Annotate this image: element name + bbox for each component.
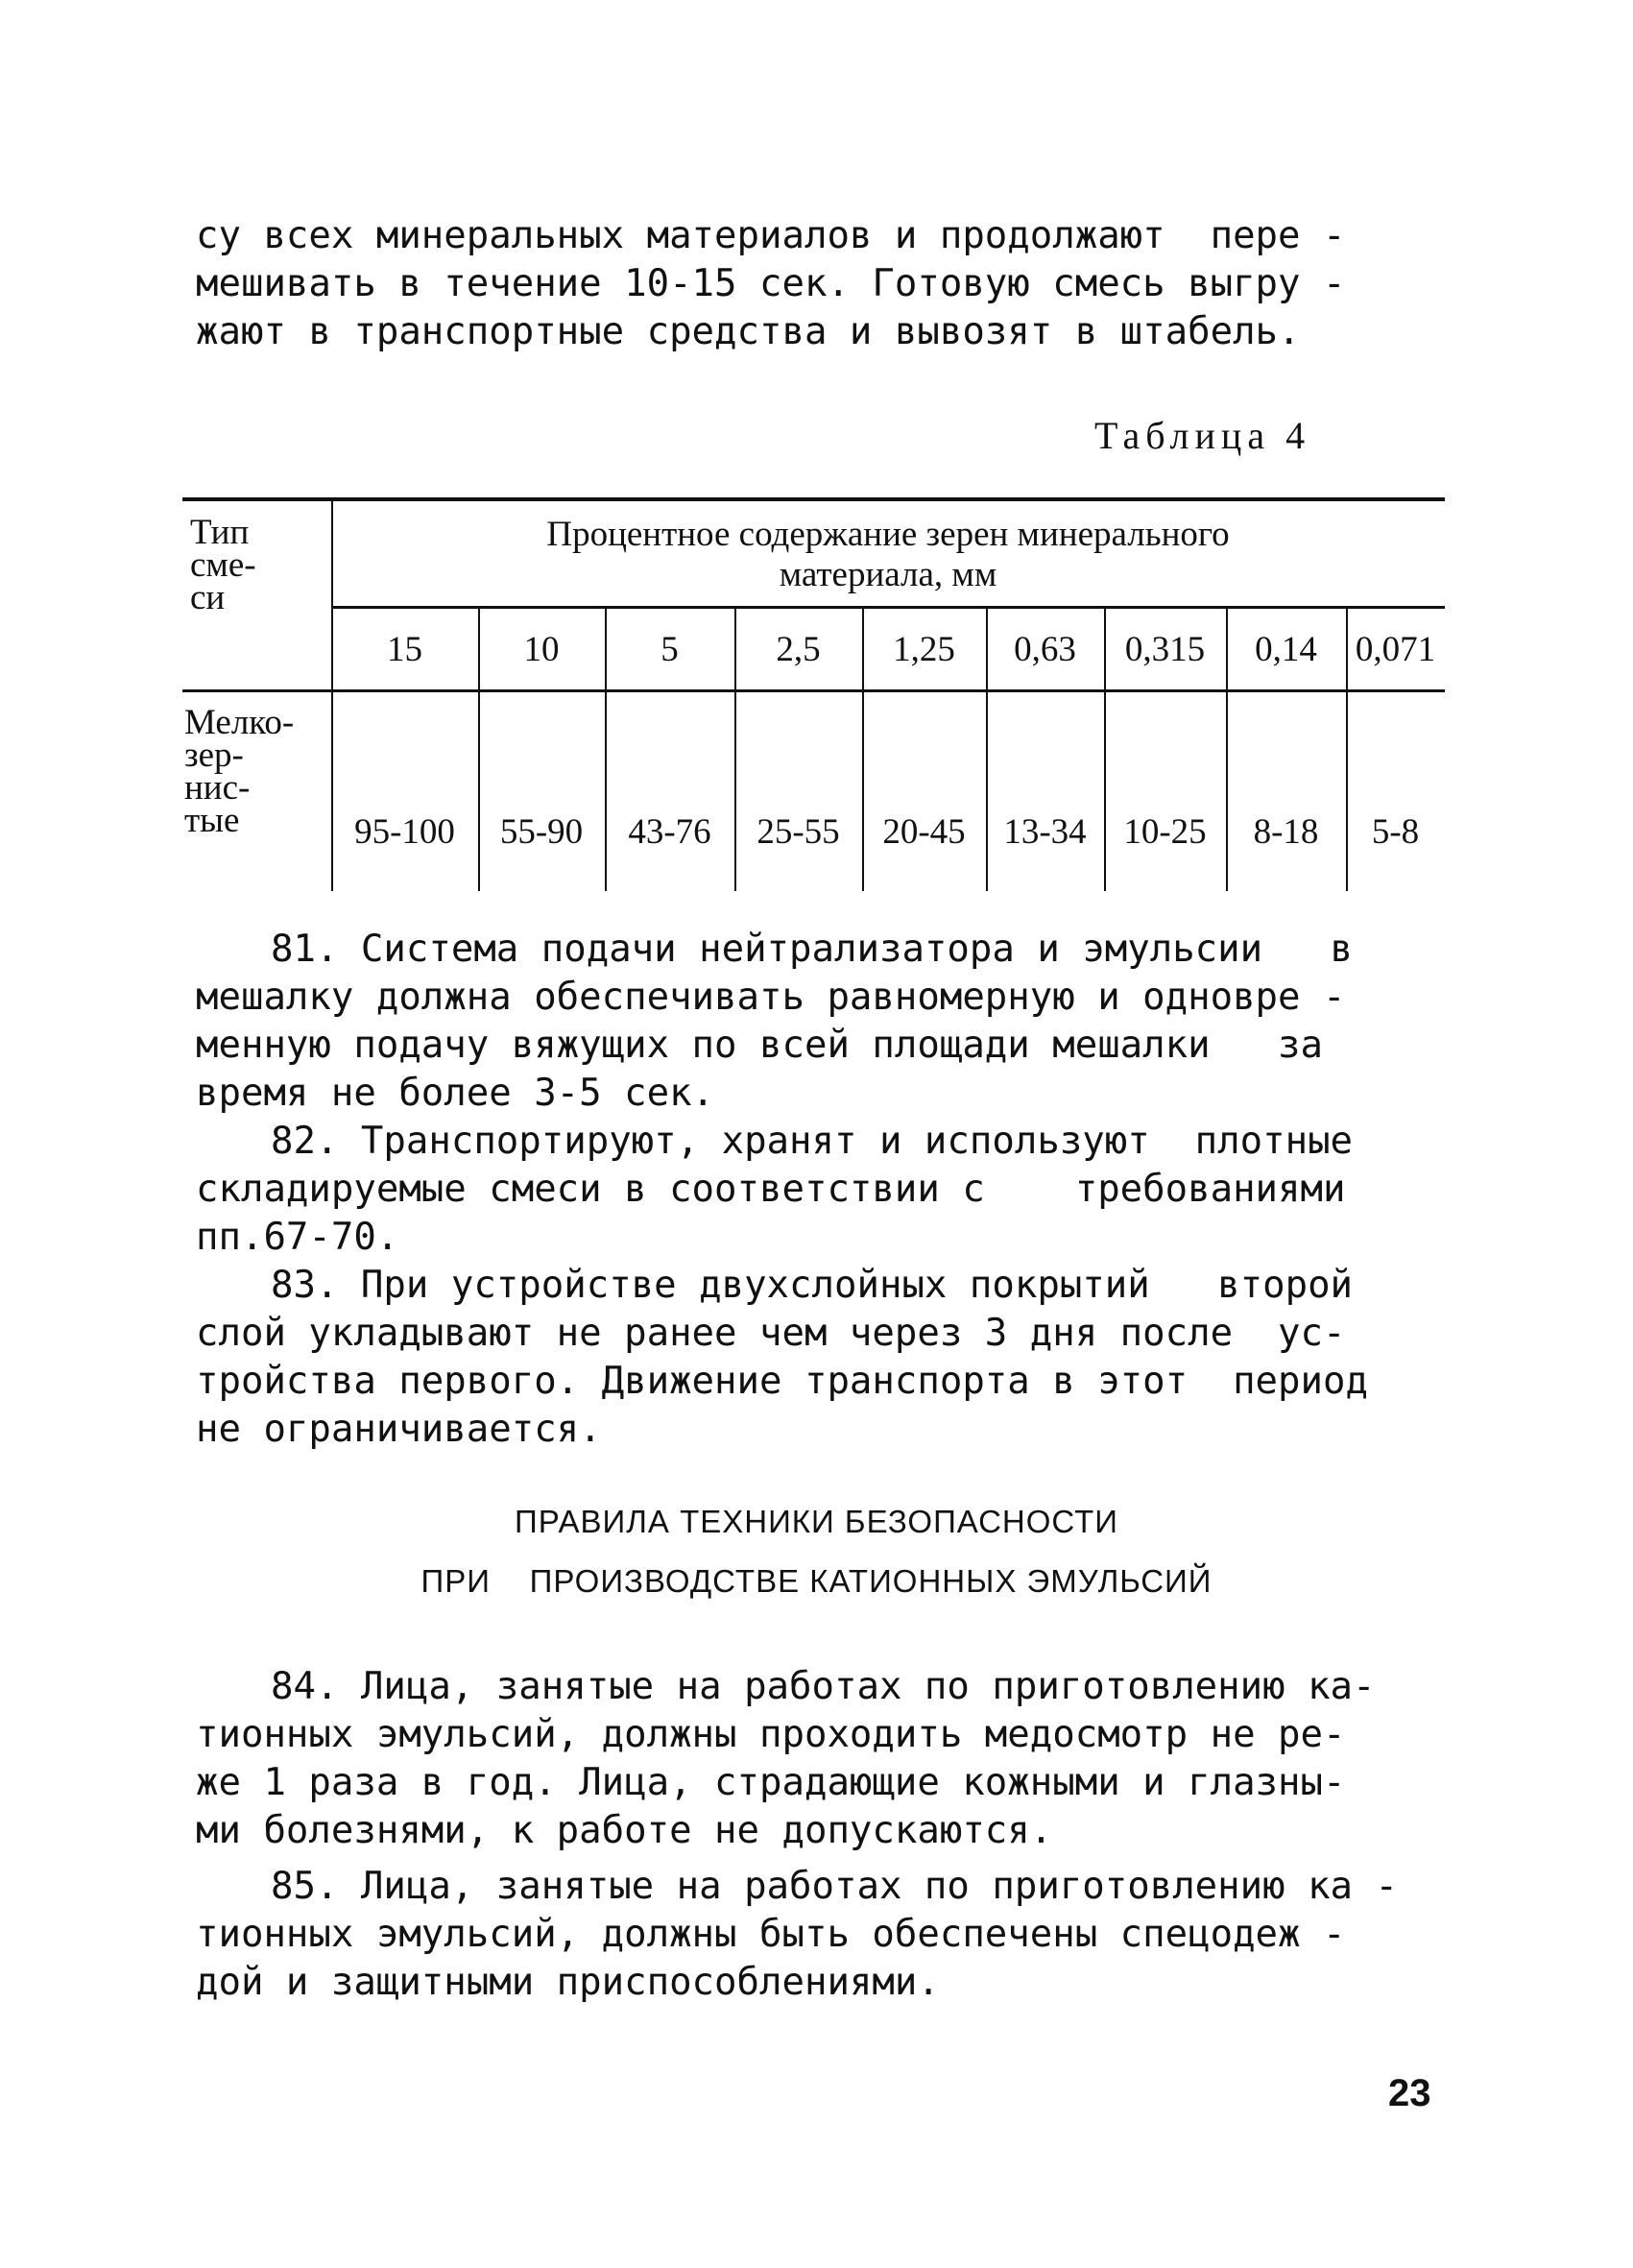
paragraph-81: [196, 926, 1444, 1118]
table-cell: 20-45: [882, 812, 966, 852]
paragraph-85: [196, 1863, 1444, 2007]
size-header: 10: [523, 630, 560, 669]
size-header: 0,63: [1014, 630, 1076, 669]
table-cell: 5-8: [1371, 812, 1420, 852]
table-cell: 43-76: [628, 812, 711, 852]
section-heading-line2: ПРИ ПРОИЗВОДСТВЕ КАТИОННЫХ ЭМУЛЬСИЙ: [420, 1563, 1213, 1599]
row-label: [184, 703, 295, 840]
paragraph-line: не ограничивается.: [196, 1408, 602, 1451]
paragraph-line: тионных эмульсий, должны проходить медосмотр не ре-: [196, 1713, 1346, 1756]
row-label-line: тые: [184, 801, 240, 840]
paragraph-line: пп.67-70.: [196, 1216, 399, 1259]
section-heading-line1: ПРАВИЛА ТЕХНИКИ БЕЗОПАСНОСТИ: [514, 1504, 1119, 1539]
table-cell: 25-55: [756, 812, 840, 852]
table-cell: 10-25: [1123, 812, 1207, 852]
table-cell: 8-18: [1253, 812, 1319, 852]
paragraph-line: менную подачу вяжущих по всей площади мешалки за: [196, 1024, 1323, 1067]
intro-line: су всех минеральных материалов и продолжают пере -: [196, 214, 1346, 257]
type-header-line: сме-: [190, 545, 256, 585]
intro-paragraph: [196, 212, 1444, 356]
paragraph-line: 81. Система подачи нейтрализатора и эмульсии в: [271, 928, 1354, 971]
grain-table: [182, 497, 1445, 891]
paragraph-line: 83. При устройстве двухслойных покрытий второй: [271, 1264, 1354, 1307]
page-number: 23: [1388, 2072, 1431, 2114]
span-header-line: материала, мм: [779, 555, 997, 594]
type-header: [190, 513, 256, 617]
span-header-line: Процентное содержание зерен минерального: [546, 515, 1230, 554]
type-header-line: си: [190, 578, 226, 617]
table-cell: 95-100: [354, 812, 455, 852]
paragraph-line: складируемые смеси в соответствии с требованиями: [196, 1168, 1346, 1211]
intro-line: мешивать в течение 10-15 сек. Готовую смесь выгру -: [196, 262, 1346, 305]
paragraph-line: 82. Транспортируют, хранят и используют плотные: [271, 1120, 1354, 1163]
paragraph-line: тионных эмульсий, должны быть обеспечены спецодеж -: [196, 1913, 1346, 1956]
paragraph-line: время не более 3-5 сек.: [196, 1072, 715, 1115]
size-header: 0,315: [1124, 630, 1206, 669]
paragraph-83: [196, 1262, 1444, 1454]
table-cell: 13-34: [1003, 812, 1087, 852]
type-header-line: Тип: [190, 513, 250, 552]
row-label-line: нис-: [184, 768, 251, 808]
paragraph-line: тройства первого. Движение транспорта в этот период: [196, 1360, 1368, 1403]
size-header: 2,5: [776, 630, 821, 669]
paragraph-line: 84. Лица, занятые на работах по приготовлению ка-: [271, 1665, 1376, 1708]
paragraph-82: [196, 1118, 1444, 1262]
paragraph-line: 85. Лица, занятые на работах по приготовлению ка -: [271, 1865, 1398, 1908]
table-cell: 55-90: [499, 812, 584, 852]
size-header: 5: [660, 630, 679, 669]
paragraph-line: дой и защитными приспособлениями.: [196, 1961, 940, 2004]
span-header: [331, 515, 1445, 595]
paragraph-line: слой укладывают не ранее чем через 3 дня после ус-: [196, 1312, 1346, 1355]
paragraph-line: ми болезнями, к работе не допускаются.: [196, 1809, 1053, 1852]
size-header: 15: [387, 630, 422, 669]
paragraph-84: [196, 1663, 1444, 1855]
table-caption: Таблица 4: [1094, 414, 1311, 457]
size-header: 1,25: [893, 630, 955, 669]
size-header: 0,14: [1255, 630, 1317, 669]
row-label-line: Мелко-: [184, 703, 295, 742]
paragraph-line: же 1 раза в год. Лица, страдающие кожными и глазны-: [196, 1761, 1346, 1804]
row-label-line: зер-: [184, 736, 244, 775]
paragraph-line: мешалку должна обеспечивать равномерную и одновре -: [196, 976, 1346, 1019]
intro-line: жают в транспортные средства и вывозят в штабель.: [196, 310, 1301, 353]
size-header: 0,071: [1355, 630, 1436, 669]
